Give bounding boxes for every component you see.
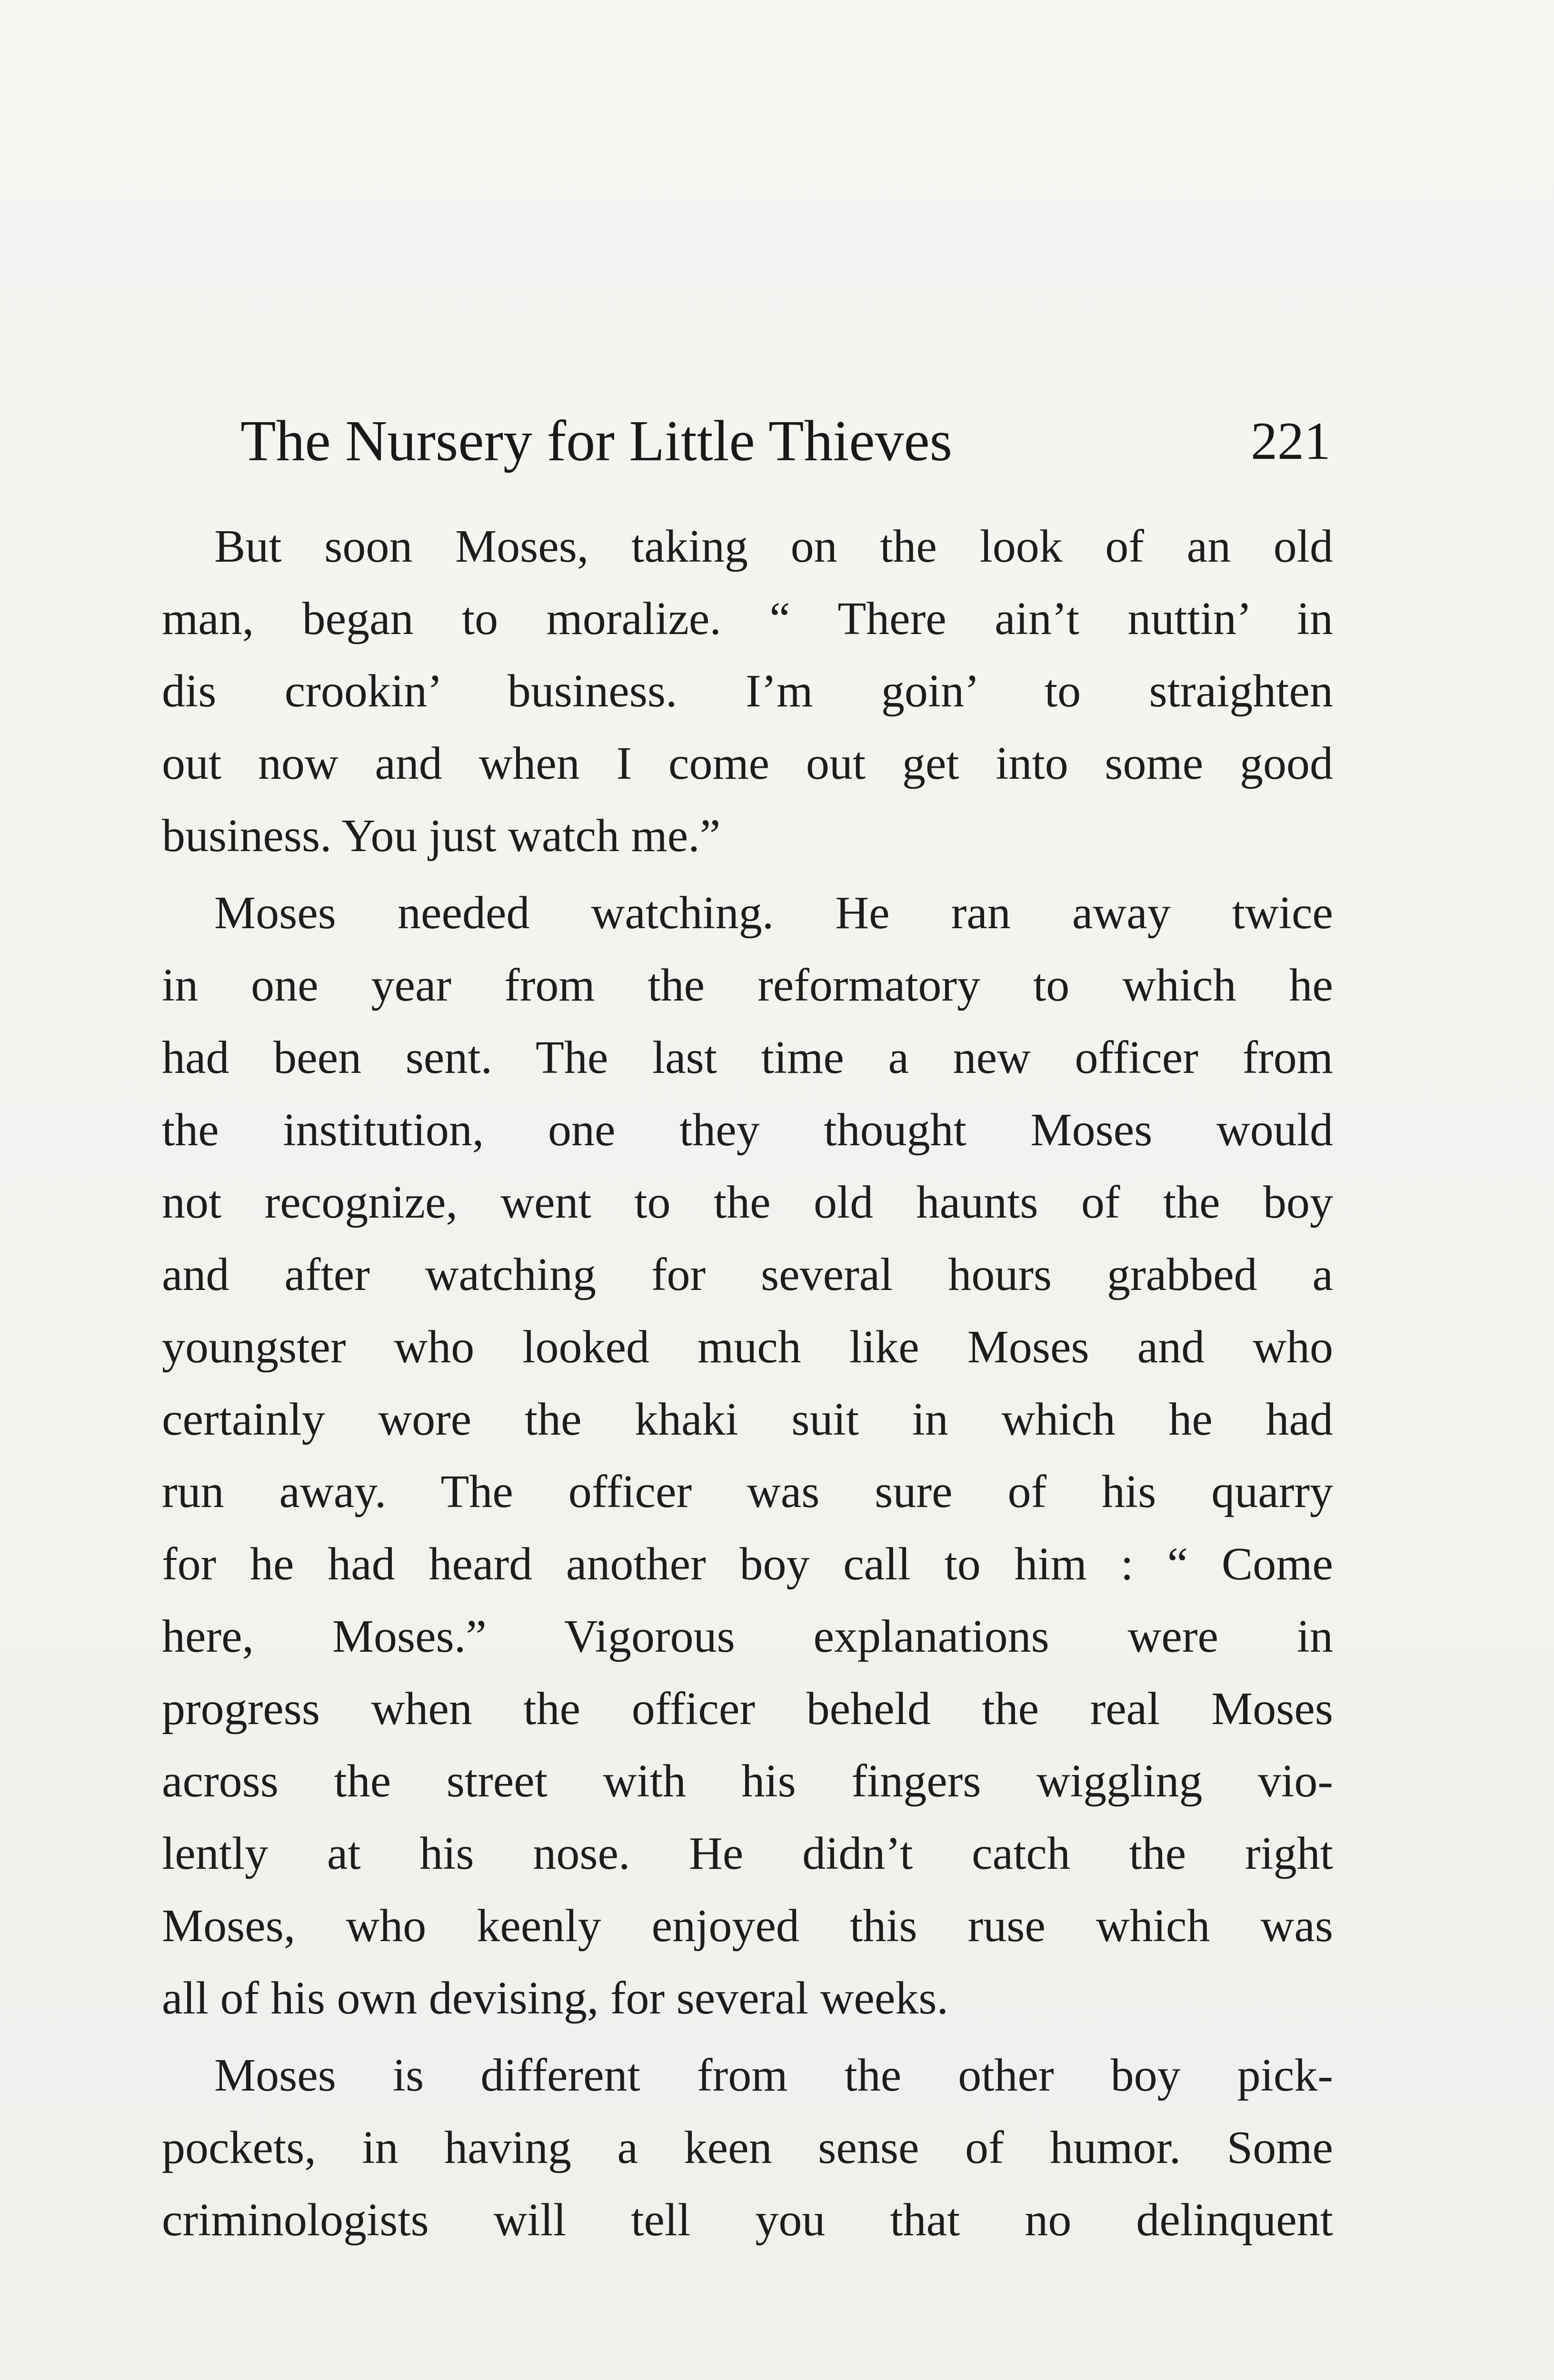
text-line: had been sent. The last time a new officer from bbox=[162, 1032, 1333, 1083]
text-line: But soon Moses, taking on the look of an old bbox=[214, 521, 1333, 572]
text-line: progress when the officer beheld the real Moses bbox=[162, 1683, 1333, 1735]
page-number: 221 bbox=[1251, 412, 1331, 471]
text-line: Moses is different from the other boy pick- bbox=[214, 2050, 1333, 2101]
text-line: man, began to moralize. “ There ain’t nuttin’ in bbox=[162, 593, 1333, 645]
text-line: out now and when I come out get into some good bbox=[162, 738, 1333, 789]
text-line: lently at his nose. He didn’t catch the right bbox=[162, 1828, 1333, 1879]
text-line: pockets, in having a keen sense of humor. Some bbox=[162, 2122, 1333, 2173]
text-line: for he had heard another boy call to him : “ Come bbox=[162, 1538, 1333, 1590]
body-text bbox=[162, 510, 1333, 2256]
text-line: run away. The officer was sure of his quarry bbox=[162, 1466, 1333, 1517]
text-line: not recognize, went to the old haunts of the boy bbox=[162, 1177, 1333, 1228]
text-line: dis crookin’ business. I’m goin’ to straighten bbox=[162, 665, 1333, 717]
text-line: and after watching for several hours grabbed a bbox=[162, 1249, 1333, 1300]
text-line: in one year from the reformatory to which he bbox=[162, 960, 1333, 1011]
text-line: all of his own devising, for several weeks. bbox=[162, 1973, 948, 2024]
text-line: certainly wore the khaki suit in which he had bbox=[162, 1394, 1333, 1445]
text-line: business. You just watch me.” bbox=[162, 810, 721, 862]
text-line: the institution, one they thought Moses would bbox=[162, 1104, 1333, 1156]
text-line: across the street with his fingers wiggling vio- bbox=[162, 1755, 1333, 1807]
running-title: The Nursery for Little Thieves bbox=[240, 409, 953, 473]
text-line: here, Moses.” Vigorous explanations were in bbox=[162, 1611, 1333, 1662]
text-line: Moses needed watching. He ran away twice bbox=[214, 887, 1333, 939]
page-header bbox=[240, 406, 1331, 477]
text-line: youngster who looked much like Moses and who bbox=[162, 1321, 1333, 1373]
text-line: criminologists will tell you that no delinquent bbox=[162, 2194, 1333, 2246]
text-line: Moses, who keenly enjoyed this ruse which was bbox=[162, 1900, 1333, 1952]
